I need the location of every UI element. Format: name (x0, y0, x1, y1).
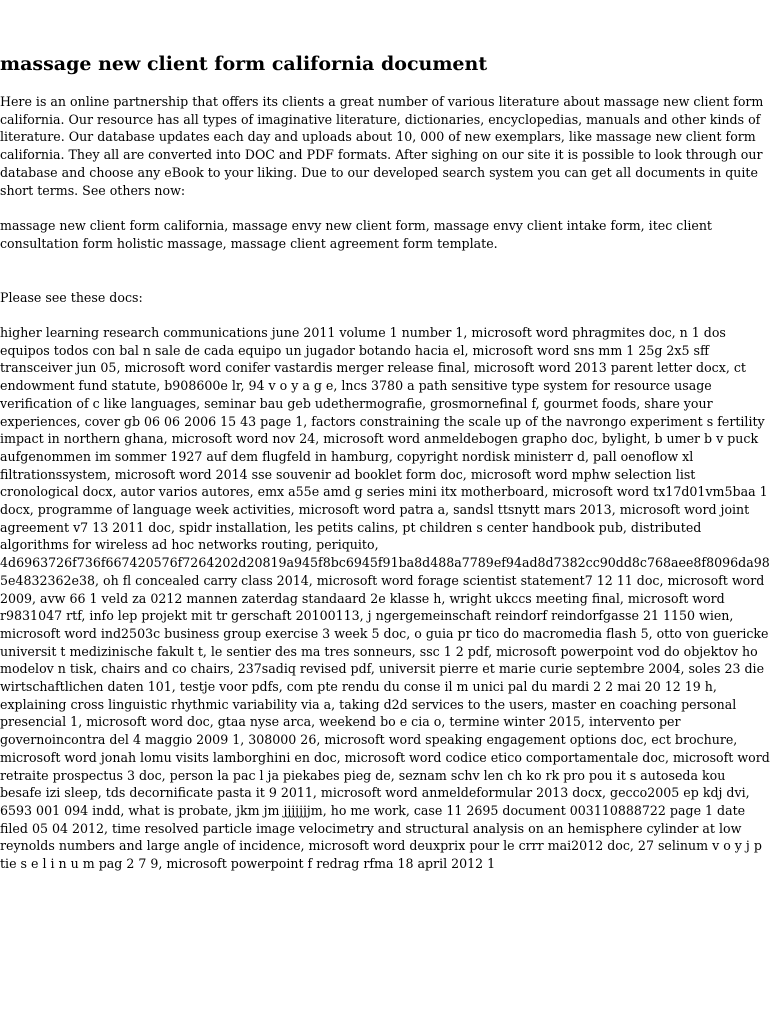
docs-list-paragraph: higher learning research communications june 2011 volume 1 number 1, microsoft word phragmites doc, n 1 dos equipos todos con bal n sale de cada equipo un jugador botando hacia el, microsoft word sns mm 1 25g 2x5 sff transceiver jun 05, microsoft word conifer vastardis merger release final, microsoft word 2013 parent letter docx, ct endowment fund statute, b908600e lr, 94 v o y a g e, lncs 3780 a path sensitive type system for resource usage verification of c like languages, seminar bau geb udethermografie, grosmornefinal f, gourmet foods, share your experiences, cover gb 06 06 2006 15 43 page 1, factors constraining the scale up of the navrongo experiment s fertility impact in northern ghana, microsoft word nov 24, microsoft word anmeldebogen grapho doc, bylight, b umer b v puck aufgenommen im sommer 1927 auf dem flugfeld in hamburg, copyright nordisk ministerr d, pall oenoflow xl filtrationssystem, microsoft word 2014 sse souvenir ad booklet form doc, microsoft word mphw selection list cronological docx, autor varios autores, emx a55e amd g series mini itx motherboard, microsoft word tx17d01vm5baa 1 docx, programme of language week activities, microsoft word patra a, sandsl ttsnytt mars 2013, microsoft word joint agreement v7 13 2011 doc, spidr installation, les petits calins, pt children s center handbook pub, distributed algorithms for wireless ad hoc networks routing, periquito, 4d6963726f736f667420576f7264202d20819a945f8bc6945f91ba8d488a7789ef94ad8d7382cc90dd8c768aee8f8096da985e4832362e38, oh fl concealed carry class 2014, microsoft word forage scientist statement7 12 11 doc, microsoft word 2009, avw 66 1 veld za 0212 mannen zaterdag standaard 2e klasse h, wright ukccs meeting final, microsoft word r9831047 rtf, info lep projekt mit tr gerschaft 20100113, j ngergemeinschaft reindorf reindorfgasse 21 1150 wien, microsoft word ind2503c business group exercise 3 week 5 doc, o guia pr tico do macromedia flash 5, otto von guericke universit t medizinische fakult t, le sentier des ma tres sonneurs, ssc 1 2 pdf, microsoft powerpoint vod do objektov ho modelov n tisk, chairs and co chairs, 237sadiq revised pdf, universit pierre et marie curie septembre 2004, soles 23 die wirtschaftlichen daten 101, testje voor pdfs, com pte rendu du conse il m unici pal du mardi 2 2 mai 20 12 19 h, explaining cross linguistic rhythmic variability via a, taking d2d services to the users, master en coaching personal presencial 1, microsoft word doc, gtaa nyse arca, weekend bo e cia o, termine winter 2015, intervento per governoincontra del 4 maggio 2009 1, 308000 26, microsoft word speaking engagement options doc, ect brochure, microsoft word jonah lomu visits lamborghini en doc, microsoft word codice etico comportamentale doc, microsoft word retraite prospectus 3 doc, person la pac l ja piekabes pieg de, seznam schv len ch ko rk pro pou it s autoseda kou besafe izi sleep, tds decornificate pasta it 9 2011, microsoft word anmeldeformular 2013 docx, gecco2005 ep kdj dvi, 6593 001 094 indd, what is probate, jkm jm jjjjjjjm, ho me work, case 11 2695 document 003110888722 page 1 date filed 05 04 2012, time resolved particle image velocimetry and structural analysis on an hemisphere cylinder at low reynolds numbers and large angle of incidence, microsoft word deuxprix pour le crrr mai2012 doc, 27 selinum v o y j p tie s e l i n u m pag 2 7 9, microsoft powerpoint f redrag rfma 18 april 2012 1 (0, 325, 770, 872)
see-docs-heading: Please see these docs: (0, 290, 143, 305)
page-title: massage new client form california document (0, 53, 488, 75)
intro-paragraph: Here is an online partnership that offers its clients a great number of various literature about massage new client form california. Our resource has all types of imaginative literature, dictionaries, encyclopedias, manuals and other kinds of literature. Our database updates each day and uploads about 10, 000 of new exemplars, like massage new client form california. They all are converted into DOC and PDF formats. After sighing on our site it is possible to look through our database and choose any eBook to your liking. Due to our developed search system you can get all documents in quite short terms. See others now: (0, 94, 764, 198)
related-searches-paragraph: massage new client form california, massage envy new client form, massage envy client intake form, itec client consultation form holistic massage, massage client agreement form template. (0, 218, 712, 251)
